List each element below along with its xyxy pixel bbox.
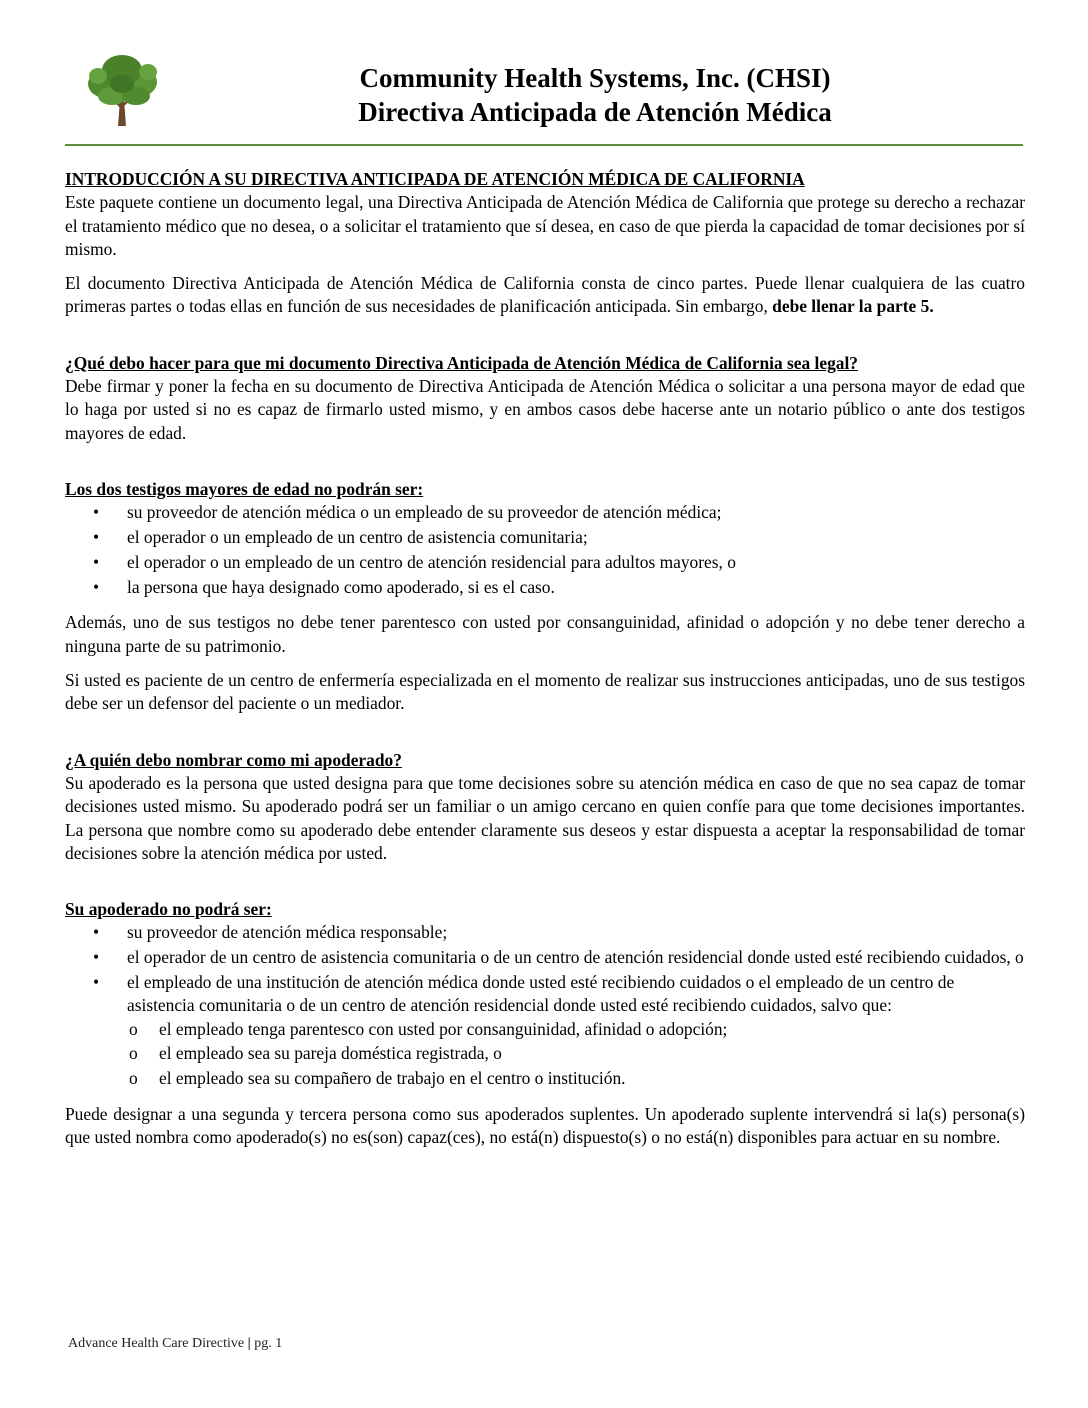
footer-separator: | — [247, 1336, 251, 1351]
tree-icon — [82, 50, 162, 128]
list-item: • la persona que haya designado como apoderado, si es el caso. — [93, 576, 555, 597]
list-item: • el empleado de una institución de atención médica donde usted esté recibiendo cuidados o el empleado de un centro de asistencia comunitaria o de un centro de atención residencial donde usted esté recibiendo cuidados, salvo que: o el empleado tenga parentesco con usted por consanguinidad, afinidad o adopción; o el empleado sea su pareja doméstica registrada, o o el empleado sea su compañero de trabajo en el centro o institución. — [65, 971, 1025, 1090]
list-item: • su proveedor de atención médica o un empleado de su proveedor de atención médica; — [93, 502, 722, 523]
witnesses-paragraph-1: Además, uno de sus testigos no debe tener parentesco con usted por consanguinidad, afinidad o adopción y no debe tener derecho a ninguna parte de su patrimonio. — [65, 612, 1025, 656]
agent-heading: ¿A quién debo nombrar como mi apoderado? — [65, 749, 402, 770]
legal-heading: ¿Qué debo hacer para que mi documento Directiva Anticipada de Atención Médica de California sea legal? — [65, 352, 859, 373]
page-number: pg. 1 — [254, 1336, 283, 1351]
page-footer — [68, 1335, 282, 1353]
footer-doc-name: Advance Health Care Directive — [68, 1336, 245, 1351]
list-item: • el operador o un empleado de un centro de asistencia comunitaria; — [93, 527, 588, 548]
intro-paragraph-2 — [65, 272, 1025, 319]
witnesses-paragraph-2: Si usted es paciente de un centro de enfermería especializada en el momento de realizar sus instrucciones anticipadas, uno de sus testigos debe ser un defensor del paciente o un mediador. — [65, 670, 1025, 714]
sub-list-item: o el empleado tenga parentesco con usted por consanguinidad, afinidad o adopción; — [129, 1018, 728, 1039]
document-body — [65, 168, 1025, 1150]
intro-paragraph-2-text: El documento Directiva Anticipada de Atención Médica de California consta de cinco partes. Puede llenar cualquiera de las cuatro primeras partes o todas ellas en función de sus necesidades de planificación anticipada. Sin embargo, — [65, 273, 1025, 317]
sub-list-item: o el empleado sea su pareja doméstica registrada, o — [129, 1043, 502, 1064]
exceptions-list — [127, 1018, 1025, 1091]
org-title: Community Health Systems, Inc. (CHSI) — [359, 63, 831, 93]
sub-list-item: o el empleado sea su compañero de trabajo en el centro o institución. — [129, 1068, 626, 1089]
intro-paragraph-2-bold: debe llenar la parte 5. — [772, 296, 934, 317]
witnesses-list — [65, 501, 1025, 599]
intro-heading: INTRODUCCIÓN A SU DIRECTIVA ANTICIPADA DE ATENCIÓN MÉDICA DE CALIFORNIA — [65, 169, 805, 189]
witnesses-heading: Los dos testigos mayores de edad no podrán ser: — [65, 478, 424, 499]
document-title: Directiva Anticipada de Atención Médica — [358, 97, 832, 127]
list-item: • el operador de un centro de asistencia comunitaria o de un centro de atención residencial donde usted esté recibiendo cuidados, o — [93, 947, 1024, 968]
header-divider — [65, 144, 1023, 146]
list-item: • el operador o un empleado de un centro de atención residencial para adultos mayores, o — [93, 551, 736, 572]
agent-restrictions-list — [65, 921, 1025, 1090]
agent-paragraph: Su apoderado es la persona que usted designa para que tome decisiones sobre su atención médica en caso de que no sea capaz de tomar decisiones usted mismo. Su apoderado podrá ser un familiar o un amigo cercano en quien confíe para que tome decisiones importantes. La persona que nombre como su apoderado debe entender claramente sus deseos y estar dispuesta a aceptar la responsabilidad de tomar decisiones sobre la atención médica por usted. — [65, 772, 1025, 863]
list-item: • su proveedor de atención médica responsable; — [93, 922, 448, 943]
intro-paragraph-1: Este paquete contiene un documento legal, una Directiva Anticipada de Atención Médica de California que protege su derecho a rechazar el tratamiento médico que no desea, o a solicitar el tratamiento que sí desea, en caso de que pierda la capacidad de tomar decisiones por sí mismo. — [65, 192, 1025, 259]
alternate-agents-paragraph: Puede designar a una segunda y tercera persona como sus apoderados suplentes. Un apoderado suplente intervendrá si la(s) persona(s) que usted nombra como apoderado(s) no es(son) capaz(ces), no está(n) dispuesto(s) o no está(n) disponibles para actuar en su nombre. — [65, 1104, 1025, 1148]
agent-restrictions-heading: Su apoderado no podrá ser: — [65, 899, 272, 920]
legal-paragraph: Debe firmar y poner la fecha en su documento de Directiva Anticipada de Atención Médica o solicitar a una persona mayor de edad que lo haga por usted si no es capaz de firmarlo usted mismo, y en ambos casos debe hacerse ante un notario público o ante dos testigos mayores de edad. — [65, 376, 1025, 443]
